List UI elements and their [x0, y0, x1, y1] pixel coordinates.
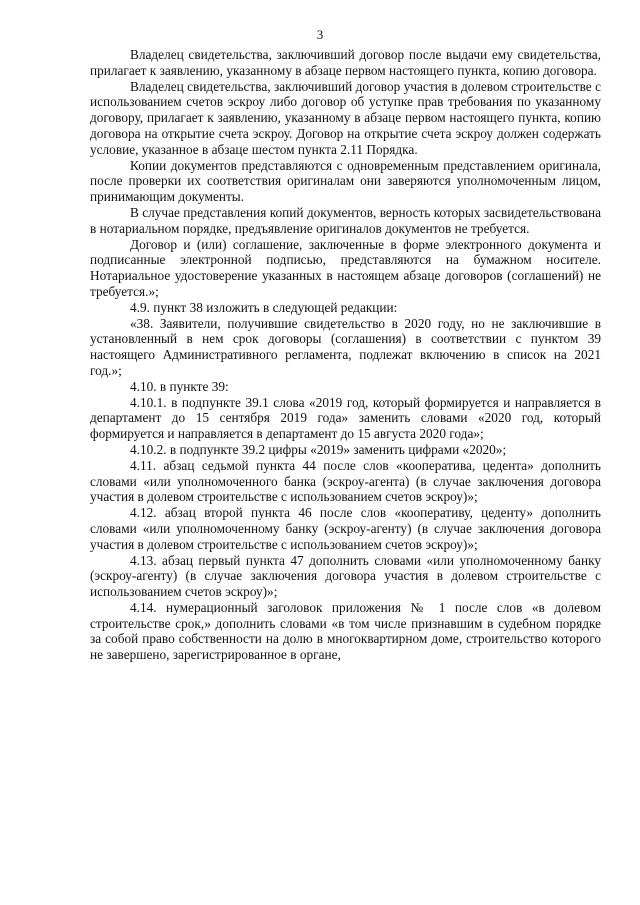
- paragraph-owner-contract-copy: Владелец свидетельства, заключивший договор после выдачи ему свидетельства, прилагает к заявлению, указанному в абзаце первом настоящего пункта, копию договора.: [90, 47, 601, 78]
- paragraph-notarized-copies: В случае представления копий документов, верность которых засвидетельствована в нотариальном порядке, предъявление оригиналов документов не требуется.: [90, 204, 601, 236]
- paragraph-document-copies: Копии документов представляются с одновременным представлением оригинала, после проверки их соответствия оригиналам они заверяются уполномоченным лицом, принимающим документы.: [90, 157, 601, 205]
- paragraph-item-4-10-2: 4.10.2. в подпункте 39.2 цифры «2019» заменить цифрами «2020»;: [130, 441, 507, 457]
- paragraph-item-4-12: 4.12. абзац второй пункта 46 после слов «кооперативу, цеденту» дополнить словами «или уполномоченному банку (эскроу-агенту) (в случае заключения договора участия в долевом строительстве с использованием счетов эскроу)»;: [90, 505, 601, 552]
- paragraph-item-4-13: 4.13. абзац первый пункта 47 дополнить словами «или уполномоченному банку (эскроу-агенту) (в случае заключения договора участия в долевом строительстве с использованием счетов эскроу)»;: [90, 552, 601, 600]
- paragraph-item-38: «38. Заявители, получившие свидетельство в 2020 году, но не заключившие в установленный в нем срок договоры (соглашения) в соответствии с пунктом 39 настоящего Административного регламента, подлежат включению в список на 2021 год.»;: [90, 315, 601, 378]
- paragraph-item-4-14: 4.14. нумерационный заголовок приложения № 1 после слов «в долевом строительстве срок,» дополнить словами «в том числе признавшим в судебном порядке за собой право собственности на долю в многоквартирном доме, строительство которого не завершено, зарегистрированное в органе,: [90, 599, 601, 663]
- paragraph-item-4-11: 4.11. абзац седьмой пункта 44 после слов «кооператива, цедента» дополнить словами «или уполномоченного банка (эскроу-агента) (в случае заключения договора участия в долевом строительстве с использованием счетов эскроу)»;: [90, 457, 601, 505]
- paragraph-item-4-9: 4.9. пункт 38 изложить в следующей редакции:: [130, 299, 398, 315]
- paragraph-escrow-contract: Владелец свидетельства, заключивший договор участия в долевом строительстве с использованием счетов эскроу либо договор об уступке прав требования по указанному договору, прилагает к заявлению, указанному в абзаце первом настоящего пункта, копию договора на открытие счета эскроу. Договор на открытие счета эскроу должен содержать условие, указанное в абзаце шестом пункта 2.11 Порядка.: [90, 78, 601, 157]
- page-number: 3: [316, 27, 324, 42]
- paragraph-electronic-documents: Договор и (или) соглашение, заключенные в форме электронного документа и подписанные электронной подписью, представляются на бумажном носителе. Нотариальное удостоверение указанных в настоящем абзаце договоров (соглашений) не требуется.»;: [90, 236, 601, 299]
- paragraph-item-4-10: 4.10. в пункте 39:: [130, 378, 229, 394]
- paragraph-item-4-10-1: 4.10.1. в подпункте 39.1 слова «2019 год, который формируется и направляется в департамент до 15 сентября 2019 года» заменить словами «2020 год, который формируется и направляется в департамент до 15 августа 2020 года»;: [90, 394, 601, 442]
- document-body: [90, 47, 601, 663]
